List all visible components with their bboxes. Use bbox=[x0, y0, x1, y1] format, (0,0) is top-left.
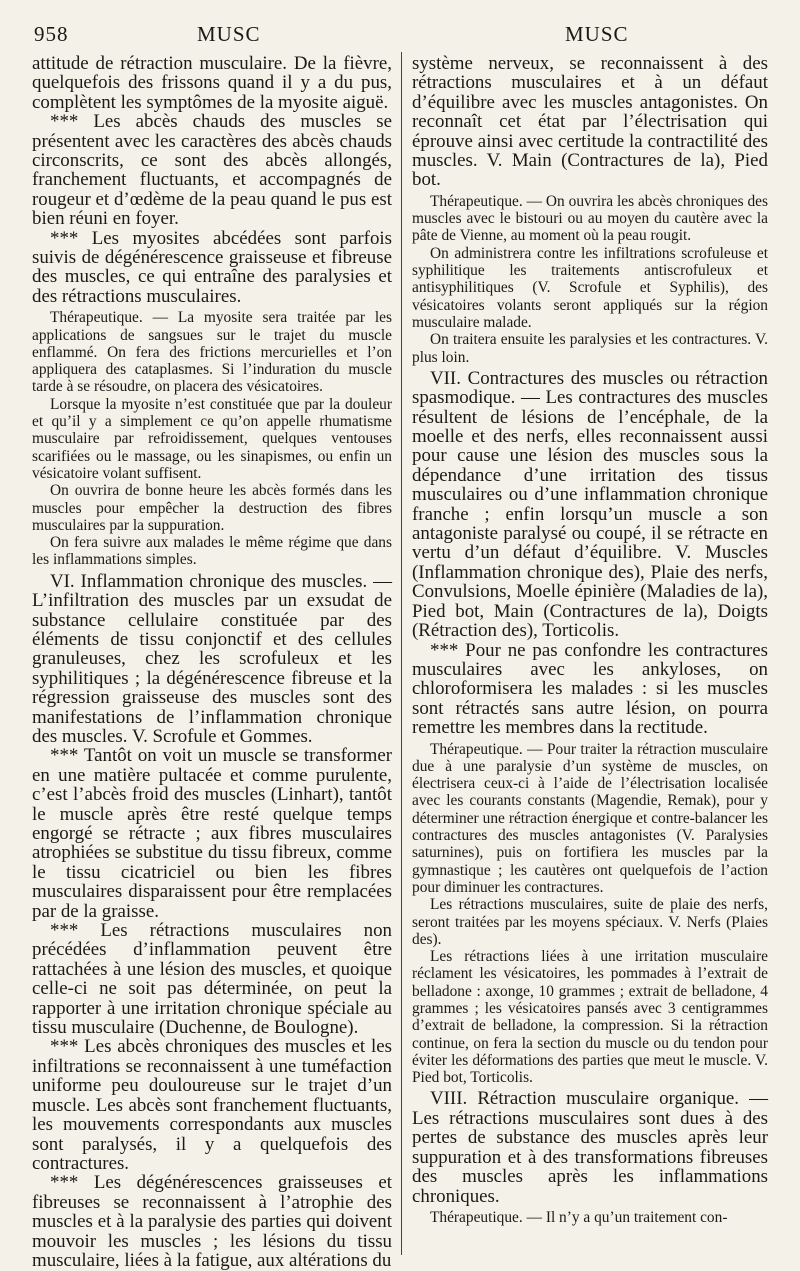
paragraph-therapeutique: Thérapeutique. — Pour traiter la rétraction musculaire due à une paralysie d’un système de muscles, on électrisera ceux-ci à l’aide de l’électrisation localisée avec les courants constants (Magendie, Remak), pour y déterminer une rétraction énergique et contre-balancer les contractures des muscles antagonistes (V. Paralysies saturnines), puis on fortifiera les muscles par la gymnastique ; les cautères ont quelquefois de l’action pour diminuer les contractures. bbox=[412, 740, 768, 896]
paragraph: système nerveux, se reconnaissent à des rétractions musculaires et à un défaut d’équilibre avec les muscles antagonistes. On reconnaît cet état par l’électrisation qui éprouve ainsi avec certitude la contractilité des muscles. V. Main (Contractures de la), Pied bot. bbox=[412, 53, 768, 191]
paragraph: Les rétractions musculaires, suite de plaie des nerfs, seront traitées par les moyens spéciaux. V. Nerfs (Plaies des). bbox=[412, 896, 768, 948]
paragraph: On traitera ensuite les paralysies et les contractures. V. plus loin. bbox=[412, 331, 768, 366]
paragraph-therapeutique: Thérapeutique. — La myosite sera traitée par les applications de sangsues sur le trajet du muscle enflammé. On fera des frictions mercurielles et l’on appliquera des cataplasmes. Si l’induration du muscle tarde à se résoudre, on placera des vésicatoires. bbox=[32, 309, 392, 396]
paragraph-therapeutique: Thérapeutique. — On ouvrira les abcès chroniques des muscles avec le bistouri ou au moyen du cautère avec la pâte de Vienne, au moment où la peau rougit. bbox=[412, 192, 768, 245]
page-number: 958 bbox=[34, 22, 69, 46]
paragraph: *** Pour ne pas confondre les contractures musculaires avec les ankyloses, on chloroformisera les malades : si les muscles sont rétractés sans autre lésion, on pourra remettre les membres dans la rectitude. bbox=[412, 639, 768, 739]
paragraph: *** Les abcès chauds des muscles se présentent avec les caractères des abcès chauds circonscrits, ce sont des abcès allongés, franchement fluctuants, et accompagnés de rougeur et d’œdème de la peau quand le pus est bien réuni en foyer. bbox=[32, 111, 392, 230]
paragraph: Les rétractions liées à une irritation musculaire réclament les vésicatoires, les pommades à l’extrait de belladone : axonge, 10 grammes ; extrait de belladone, 4 grammes ; les vésicatoires pansés avec 3 centigrammes d’extrait de belladone, la compression. Si la rétraction continue, on fera la section du muscle ou du tendon pour éviter les déformations des parties que meut le muscle. V. Pied bot, Torticolis. bbox=[412, 948, 768, 1087]
left-column bbox=[32, 53, 392, 1271]
section-heading-viii: VIII. Rétraction musculaire organique. — Les rétractions musculaires sont dues à des pertes de substance des muscles après leur suppuration et à des transformations fibreuses des muscles après les inflammations chroniques. bbox=[412, 1088, 768, 1207]
paragraph: *** Tantôt on voit un muscle se transformer en une matière pultacée et comme purulente, c’est l’abcès froid des muscles (Linhart), tantôt le muscle après être resté quelque temps engorgé se rétracte ; aux fibres musculaires atrophiées se substitue du tissu fibreux, comme le tissu cicatriciel ou bien les fibres musculaires disparaissent pour être remplacées par de la graisse. bbox=[32, 745, 392, 922]
paragraph: *** Les abcès chroniques des muscles et les infiltrations se reconnaissent à une tuméfaction uniforme peu douloureuse sur le trajet d’un muscle. Les abcès sont franchement fluctuants, les mouvements correspondants aux muscles sont paralysés, il y a quelquefois des contractures. bbox=[32, 1036, 392, 1174]
paragraph: On ouvrira de bonne heure les abcès formés dans les muscles pour empêcher la destruction des fibres musculaires par la suppuration. bbox=[32, 482, 392, 534]
paragraph: attitude de rétraction musculaire. De la fièvre, quelquefois des frissons quand il y a du pus, complètent les symptômes de la myosite aiguë. bbox=[32, 53, 392, 113]
running-header bbox=[34, 22, 770, 50]
column-divider bbox=[401, 52, 402, 1255]
right-running-title: MUSC bbox=[565, 22, 629, 46]
paragraph: On administrera contre les infiltrations scrofuleuse et syphilitique les traitements antiscrofuleux et antisyphilitiques (V. Scrofule et Syphilis), des vésicatoires volants seront appliqués sur la région musculaire malade. bbox=[412, 244, 768, 331]
right-column bbox=[412, 54, 768, 1251]
paragraph: On fera suivre aux malades le même régime que dans les inflammations simples. bbox=[32, 534, 392, 569]
left-running-title: MUSC bbox=[197, 22, 261, 46]
paragraph: *** Les rétractions musculaires non précédées d’inflammation peuvent être rattachées à une lésion des muscles, et quoique celle-ci ne soit pas déterminée, on peut la rapporter à une irritation chronique spéciale au tissu musculaire (Duchenne, de Boulogne). bbox=[32, 920, 392, 1039]
paragraph: Lorsque la myosite n’est constituée que par la douleur et qu’il y a simplement ce qu’on appelle rhumatisme musculaire par refroidissement, quelques ventouses scarifiées ou le massage, ou les sinapismes, ou enfin un vésicatoire volant suffisent. bbox=[32, 395, 392, 482]
paragraph: *** Les myosites abcédées sont parfois suivis de dégénérescence graisseuse et fibreuse des muscles, ce qui entraîne des paralysies et des rétractions musculaires. bbox=[32, 227, 392, 307]
section-heading-vii: VII. Contractures des muscles ou rétraction spasmodique. — Les contractures des muscles résultent de lésions de l’encéphale, de la moelle et des nerfs, elles reconnaissent aussi pour cause une lésion des muscles sous la dépendance d’une irritation des tissus musculaires ou d’une inflammation chronique franche ; enfin lorsqu’un muscle a son antagoniste paralysé ou coupé, il se rétracte en vertu d’un défaut d’équilibre. V. Muscles (Inflammation chronique des), Plaie des nerfs, Convulsions, Moelle épinière (Maladies de la), Pied bot, Main (Contractures de la), Doigts (Rétraction des), Torticolis. bbox=[412, 367, 768, 642]
section-heading-vi: VI. Inflammation chronique des muscles. — L’infiltration des muscles par un exsudat de substance cellulaire constituée par des éléments de tissu conjonctif et des cellules granuleuses, chez les scrofuleux et les syphilitiques ; la dégénérescence fibreuse et la régression graisseuse des muscles sont des manifestations de l’inflammation chronique des muscles. V. Scrofule et Gommes. bbox=[32, 570, 392, 747]
paragraph: *** Les dégénérescences graisseuses et fibreuses se reconnaissent à l’atrophie des muscles et à la paralysie des parties qui doivent mouvoir les muscles ; les lésions du tissu musculaire, liées à la fatigue, aux altérations du bbox=[32, 1172, 392, 1271]
paragraph-therapeutique: Thérapeutique. — Il n’y a qu’un traitement con- bbox=[430, 1208, 728, 1226]
